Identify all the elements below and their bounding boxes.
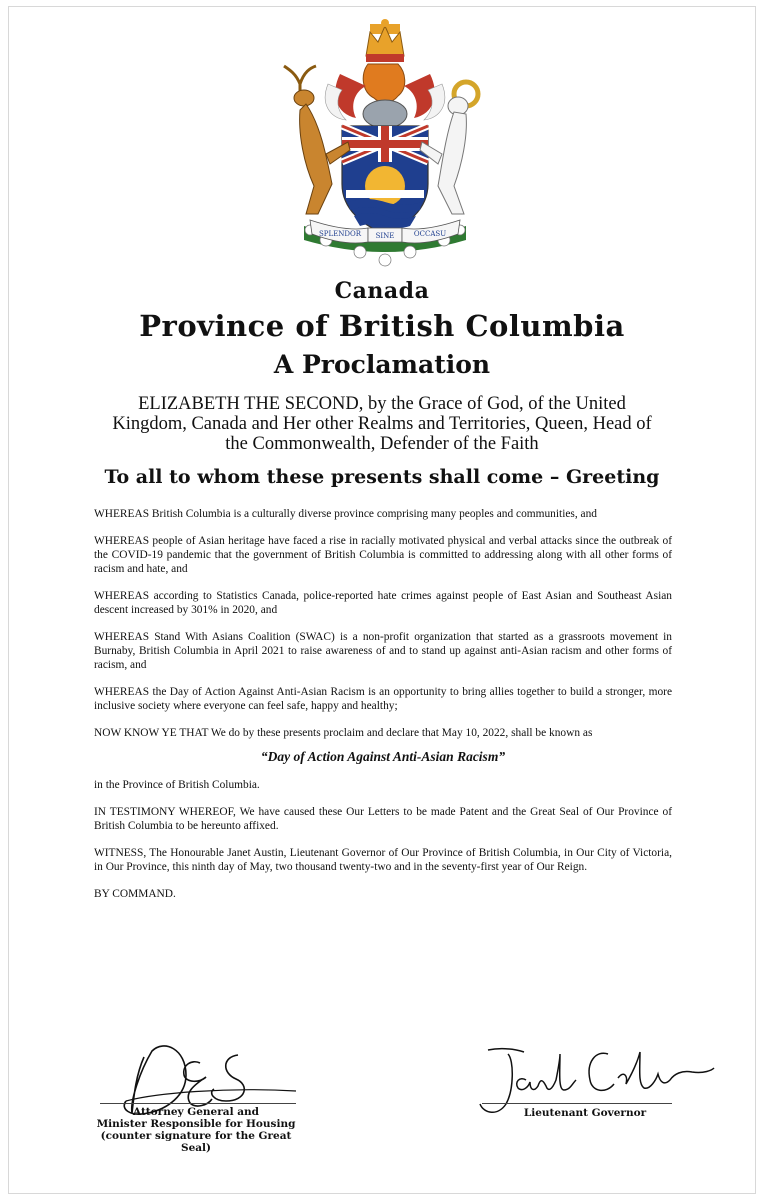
province-line: in the Province of British Columbia. bbox=[94, 779, 260, 791]
motto-word-2: SINE bbox=[375, 232, 395, 240]
whereas-paragraph-4: WHEREAS Stand With Asians Coalition (SWAC) is a non-profit organization that started as a grassroots movement in Burnaby, British Columbia in April 2021 to raise awareness of and to stand up against anti-Asian racism and other forms of racism, and bbox=[94, 631, 672, 671]
proclamation-body bbox=[94, 507, 672, 914]
crown-icon bbox=[366, 19, 404, 62]
whereas-paragraph-2: WHEREAS people of Asian heritage have faced a rise in racially motivated physical and verbal attacks since the outbreak of the COVID-19 pandemic that the government of British Columbia is committed to addressing along with all other forms of racism and hate, and bbox=[94, 535, 672, 575]
title-proclamation: A Proclamation bbox=[273, 350, 491, 379]
right-signature-line bbox=[482, 1103, 672, 1104]
caption-minister-housing: Minister Responsible for Housing bbox=[96, 1118, 296, 1130]
left-signature-caption bbox=[96, 1106, 296, 1154]
title-province: Province of British Columbia bbox=[139, 309, 625, 343]
right-signature-caption: Lieutenant Governor bbox=[523, 1107, 647, 1119]
motto-word-3: OCCASU bbox=[413, 230, 447, 238]
royal-style: ELIZABETH THE SECOND, by the Grace of God, of the United Kingdom, Canada and Her other Realms and Territories, Queen, Head of the Commonwealth, Defender of the Faith bbox=[112, 394, 652, 454]
whereas-paragraph-5: WHEREAS the Day of Action Against Anti-Asian Racism is an opportunity to bring allies together to build a stronger, more inclusive society where everyone can feel safe, happy and healthy; bbox=[94, 686, 672, 712]
whereas-paragraph-1: WHEREAS British Columbia is a culturally diverse province comprising many peoples and communities, and bbox=[94, 508, 597, 520]
whereas-paragraph-3: WHEREAS according to Statistics Canada, police-reported hate crimes against people of East Asian and Southeast Asian descent increased by 301% in 2020, and bbox=[94, 590, 672, 616]
day-name: “Day of Action Against Anti-Asian Racism” bbox=[260, 749, 506, 764]
title-country: Canada bbox=[334, 278, 430, 304]
witness-paragraph: WITNESS, The Honourable Janet Austin, Lieutenant Governor of Our Province of British Columbia, in Our City of Victoria, in Our Province, this ninth day of May, two thousand twenty-two and in the seventy-first year of Our Reign. bbox=[94, 847, 672, 873]
by-command-line: BY COMMAND. bbox=[94, 888, 176, 900]
motto-word-1: SPLENDOR bbox=[318, 230, 362, 238]
testimony-paragraph: IN TESTIMONY WHEREOF, We have caused these Our Letters to be made Patent and the Great Seal of Our Province of British Columbia to be hereunto affixed. bbox=[94, 806, 672, 832]
greeting-line: To all to whom these presents shall come – Greeting bbox=[104, 466, 660, 488]
left-signature-line bbox=[100, 1103, 296, 1104]
shield-icon bbox=[342, 126, 428, 234]
caption-attorney-general: Attorney General and bbox=[133, 1106, 259, 1118]
coat-of-arms bbox=[270, 14, 500, 276]
declaration-paragraph: NOW KNOW YE THAT We do by these presents proclaim and declare that May 10, 2022, shall be known as bbox=[94, 727, 593, 739]
caption-counter-signature: (counter signature for the Great Seal) bbox=[100, 1130, 292, 1154]
